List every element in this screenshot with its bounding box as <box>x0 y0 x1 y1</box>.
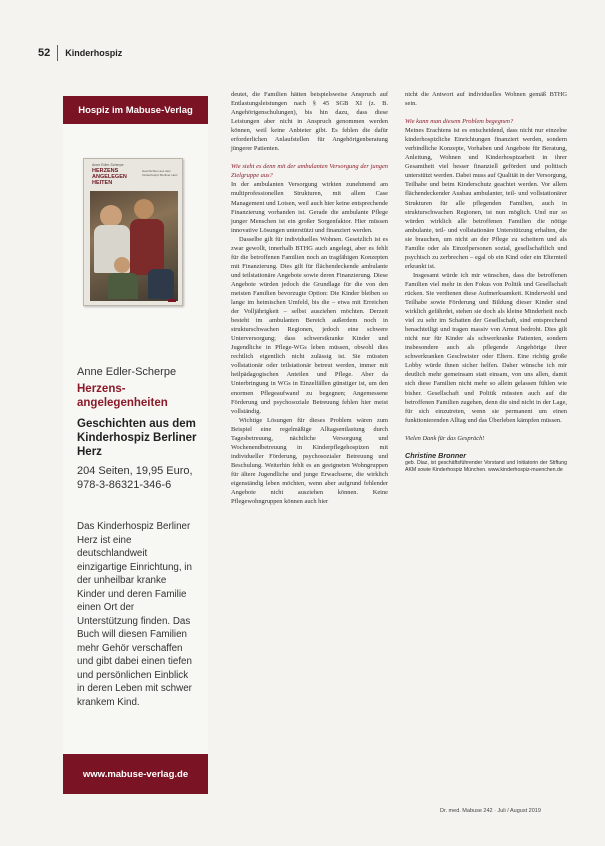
paragraph: deutet, die Familien hätten beispielsweise Anspruch auf Entlastungsleistungen nach § 45 SGB XI (z. B. Angehörigenschulungen), bis hin dazu, dass diese Leistungen aber nicht in Anspruch genommen werden können, weil keine Anbieter gibt. Es fehlen die dafür erforderlichen Anlaufstellen für Angehörigenberatung jüngerer Patienten. <box>231 91 388 153</box>
book-cover-image <box>83 158 183 306</box>
header-divider <box>57 45 58 61</box>
paragraph: Wichtige Lösungen für dieses Problem wären zum Beispiel eine regelmäßige Alltagsentlastung durch Tagesbetreuung, nächtliche Versorgung und Wochenendbetreuung in Kinderpflegehospizen mit individueller Förderung, psychosozialer Betreuung und Beschulung. Weiterhin fehlt es an geeigneten Wohngruppen für ältere Jugendliche und junge Erwachsene, die wirklich eigenständig leben möchten, wenn aber aufgrund fehlender Angebote nicht ausziehen können. Keine Pflegewohngruppen können auch hier <box>231 416 388 506</box>
paragraph: In der ambulanten Versorgung wirkten zunehmend am multiprofessionellen Strukturen, mit allem Case Management und Lotsen, weil auch hier keine entsprechende Finanzierung vorhanden ist. Gerade die ambulante Pflege junger Menschen ist ein großer Sorgenfaktor. Hier müssen innovative Lösungen unterstützt und finanziert werden. <box>231 181 388 234</box>
interview-question: Wie sieht es denn mit der ambulanten Versorgung der jungen Zielgruppe aus? <box>231 163 388 180</box>
page-footer: Dr. med. Mabuse 242 · Juli / August 2019 <box>440 808 541 814</box>
book-cover-title-line: HEITEN <box>92 180 113 186</box>
book-author: Anne Edler-Scherpe <box>77 366 177 378</box>
interview-question: Wie kann man diesem Problem begegnen? <box>405 118 514 126</box>
article-column-2 <box>405 90 567 475</box>
publisher-url[interactable] <box>63 754 208 794</box>
paragraph: Meines Erachtens ist es entscheidend, dass nicht nur einzelne kinderhospizliche Einrichtungen finanziert werden, sondern verbindliche Konzepte, Vorhaben und Angebote für Beratung, Anleitung, Wohnen und Kinderhospizarbeit in ihrer Gesamtheit viel besser finanziell gefördert und politisch unterstützt werden. Dabei muss auf Qualität in der Versorgung, Teilhabe und beim Kinderschutz geachtet werden. Vor allem flächendeckender Ausbau ambulanter, teil- und vollstationärer Strukturen für alle pflegenden Familien, auch in strukturschwachen Regionen, ist nun möglich. Und nur so würden wirklich alle betroffenen Familien die nötige ambulante, teil- und vollstationäre Unterstützung erhalten, die sie brauchen, um nicht an der Pflege zu scheitern und als Familie oder als Einzelpersonen sozial, gesellschaftlich und psychisch zu zerbrechen – egal ob ein Kind oder ein Elternteil erkrankt ist. <box>405 127 567 270</box>
author-bio: geb. Diaz, ist geschäftsführender Vorstand und Initiatorin der Stiftung AKM sowie Kinderhospiz München. www.kinderhospiz-muenchen.de <box>405 459 567 474</box>
ad-banner <box>63 96 208 124</box>
book-title: Herzens-angelegenheiten <box>77 383 168 409</box>
paragraph: Dasselbe gilt für individuelles Wohnen. Gesetzlich ist es zwar gewollt, innerhalb BTHG auch angelegt, aber es fehlt für die betroffenen Familien noch an tragfähigen Konzepten mit Finanzierung. Dies gilt für flächendeckende ambulante und teilstationäre Angebote sowie deren Finanzierung. Diese Angebote würden jedoch die Grundlage für die von den meisten Familien bevorzugte Option: Die Kinder bleiben so lange im heimischen Umfeld, bis die – etwa mit Erreichen der Volljährigkeit – selbst ausziehen möchten. Derzeit besteht im ambulanten Bereich außerdem noch in strukturschwachen Regionen, jedoch eine schwere Unterversorgung; dass schwerstkranke Kinder und Jugendliche in Pflege-WGs leben müssen, obwohl dies rechtlich eigentlich nicht zulässig ist. Sie müssten vollstationär oder teilstationär betreut werden, immer mit heilpädagogischen Anteilen und Pflege. Aber da Unterbringung in WGs in Einzelfällen günstiger ist, um den enormen Pflegeaufwand zu begegnen; Angemessene Förderung und psychosoziale Betreuung fehlen hier meist vollständig. <box>231 235 388 415</box>
book-cover-title-line: HERZENS <box>92 168 119 174</box>
publisher-logo <box>168 299 176 302</box>
book-cover-subtitle: Geschichten aus dem Kinderhospiz Berliner Herz <box>142 169 178 177</box>
book-subtitle: Geschichten aus dem Kinderhospiz Berliner Herz <box>77 418 197 458</box>
page-number: 52 <box>38 47 51 59</box>
book-meta: 204 Seiten, 19,95 Euro, 978-3-86321-346-6 <box>77 465 193 491</box>
book-cover-author: Anne Edler-Scherpe <box>92 163 124 167</box>
book-cover-photo <box>90 191 178 301</box>
book-advertisement <box>63 96 208 794</box>
ad-banner-text: Hospiz im Mabuse-Verlag <box>78 104 193 116</box>
paragraph: nicht die Antwort auf individuelles Wohnen gemäß BTHG sein. <box>405 91 567 108</box>
article-column-1 <box>231 90 388 506</box>
page-header <box>38 43 122 63</box>
book-cover-title-line: ANGELEGEN <box>92 174 127 180</box>
paragraph: Insgesamt würde ich mir wünschen, dass die betroffenen Familien viel mehr in den Fokus von Politik und Gesellschaft rücken. Sie verdienen diese Aufmerksamkeit. Kinderwohl und Teilhabe sowie Förderung und Bildung dieser Kinder sind wirklich gefährdet, stehen sie doch als kleine Minderheit noch viel zu sehr im Schatten der Gesellschaft, sind entsprechend benachteiligt und tragen massiv von Armut bedroht. Dies gilt nicht nur für Kinder als schwerkranke Patienten, sondern insbesondere auch als pflegende Angehörige ihrer schwerkranken Geschwister oder Eltern. Eine richtig große Lobby würde ihnen sicher helfen. Daher wünsche ich mir deutlich mehr gemeinsam statt einsam, von uns allen, damit sich diese Familien nicht mehr so allein gelassen fühlen wie bisher. Gesellschaft und Politik müssten auch auf die betroffenen Familien zugehen, denn die sind nicht in der Lage, für sich einzutreten, wenn sie permanent um einen funktionierenden Alltag und das Überleben kämpfen müssen. <box>405 271 567 424</box>
publisher-url-text[interactable]: www.mabuse-verlag.de <box>82 768 189 780</box>
book-cover-title <box>92 168 140 186</box>
section-title: Kinderhospiz <box>65 48 123 58</box>
book-description: Das Kinderhospiz Berliner Herz ist eine deutschlandweit einzigartige Einrichtung, in der unheilbar kranke Kinder und deren Familie einen Ort der Unterstützung finden. Das Buch will diesen Familien mehr Gehör verschaffen und gibt dabei einen tiefen und persönlichen Einblick in deren Leben mit schwer krankem Kind. <box>77 521 192 708</box>
closing-thanks: Vielen Dank für das Gespräch! <box>405 434 485 442</box>
author-signature: Christine Bronner <box>405 450 467 460</box>
